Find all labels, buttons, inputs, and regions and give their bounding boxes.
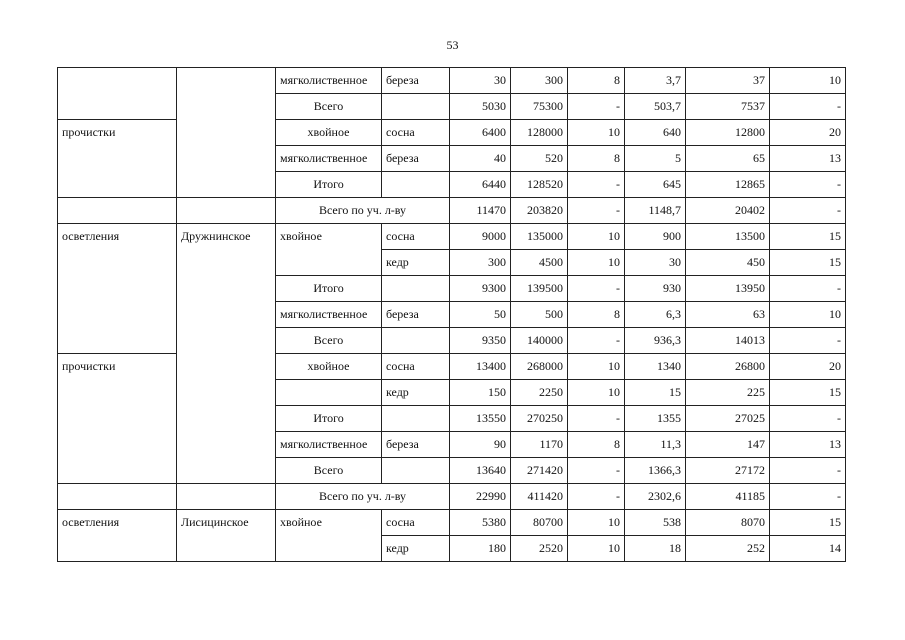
group-cell: Всего (276, 328, 382, 354)
value-cell-annual-area: 900 (625, 224, 686, 250)
group-cell: хвойное (276, 354, 382, 380)
value-cell-last: - (770, 198, 846, 224)
value-cell-volume: 75300 (511, 94, 568, 120)
table-row (58, 510, 846, 536)
value-cell-last: 15 (770, 224, 846, 250)
value-cell-annual-area: 5 (625, 146, 686, 172)
purpose-cell: прочистки (58, 354, 177, 484)
value-cell-volume: 80700 (511, 510, 568, 536)
value-cell-annual-volume: 8070 (686, 510, 770, 536)
value-cell-volume: 128520 (511, 172, 568, 198)
table-row (58, 484, 846, 510)
value-cell-last: 13 (770, 146, 846, 172)
group-cell: хвойное (276, 224, 382, 276)
value-cell-last: - (770, 406, 846, 432)
value-cell-last: 15 (770, 510, 846, 536)
value-cell-volume: 500 (511, 302, 568, 328)
purpose-cell: осветления (58, 224, 177, 354)
value-cell-area: 5380 (450, 510, 511, 536)
value-cell-annual-volume: 37 (686, 68, 770, 94)
forestry-cell (177, 198, 276, 224)
value-cell-annual-volume: 13950 (686, 276, 770, 302)
value-cell-annual-area: 538 (625, 510, 686, 536)
group-cell: Итого (276, 276, 382, 302)
value-cell-years: - (568, 328, 625, 354)
species-cell: сосна (382, 224, 450, 250)
table-row (58, 68, 846, 94)
group-cell: хвойное (276, 510, 382, 562)
value-cell-area: 6400 (450, 120, 511, 146)
group-cell (276, 380, 382, 406)
value-cell-volume: 4500 (511, 250, 568, 276)
species-cell: береза (382, 146, 450, 172)
value-cell-last: - (770, 458, 846, 484)
table-body (58, 68, 846, 562)
value-cell-annual-volume: 41185 (686, 484, 770, 510)
value-cell-volume: 140000 (511, 328, 568, 354)
species-cell (382, 328, 450, 354)
purpose-cell (58, 198, 177, 224)
species-cell: береза (382, 68, 450, 94)
value-cell-annual-area: 1355 (625, 406, 686, 432)
value-cell-years: - (568, 406, 625, 432)
value-cell-annual-area: 15 (625, 380, 686, 406)
value-cell-annual-area: 1366,3 (625, 458, 686, 484)
species-cell: сосна (382, 354, 450, 380)
value-cell-volume: 411420 (511, 484, 568, 510)
species-cell (382, 276, 450, 302)
group-cell: мягколиственное (276, 146, 382, 172)
value-cell-years: - (568, 172, 625, 198)
value-cell-years: 10 (568, 380, 625, 406)
forestry-cell: Дружнинское (177, 224, 276, 484)
value-cell-area: 90 (450, 432, 511, 458)
purpose-cell (58, 484, 177, 510)
group-cell: хвойное (276, 120, 382, 146)
page-number: 53 (446, 38, 459, 52)
species-cell: береза (382, 432, 450, 458)
species-cell (382, 94, 450, 120)
value-cell-volume: 270250 (511, 406, 568, 432)
value-cell-volume: 139500 (511, 276, 568, 302)
purpose-cell: осветления (58, 510, 177, 562)
value-cell-area: 50 (450, 302, 511, 328)
value-cell-last: 13 (770, 432, 846, 458)
value-cell-area: 6440 (450, 172, 511, 198)
species-cell: кедр (382, 250, 450, 276)
value-cell-area: 22990 (450, 484, 511, 510)
forestry-cell (177, 68, 276, 198)
group-cell: Итого (276, 406, 382, 432)
table-row (58, 198, 846, 224)
group-cell: мягколиственное (276, 302, 382, 328)
value-cell-area: 300 (450, 250, 511, 276)
forestry-cell (177, 484, 276, 510)
value-cell-annual-area: 503,7 (625, 94, 686, 120)
value-cell-annual-volume: 14013 (686, 328, 770, 354)
value-cell-volume: 271420 (511, 458, 568, 484)
value-cell-volume: 128000 (511, 120, 568, 146)
value-cell-area: 40 (450, 146, 511, 172)
value-cell-years: 10 (568, 510, 625, 536)
table-row (58, 354, 846, 380)
value-cell-area: 9000 (450, 224, 511, 250)
group-cell: Всего (276, 458, 382, 484)
value-cell-last: - (770, 172, 846, 198)
value-cell-annual-volume: 26800 (686, 354, 770, 380)
value-cell-annual-area: 930 (625, 276, 686, 302)
value-cell-annual-volume: 13500 (686, 224, 770, 250)
value-cell-annual-area: 936,3 (625, 328, 686, 354)
value-cell-annual-area: 640 (625, 120, 686, 146)
value-cell-years: 8 (568, 302, 625, 328)
value-cell-last: 15 (770, 250, 846, 276)
forestry-cell: Лисицинское (177, 510, 276, 562)
value-cell-last: - (770, 276, 846, 302)
species-cell (382, 458, 450, 484)
value-cell-years: 8 (568, 432, 625, 458)
value-cell-volume: 135000 (511, 224, 568, 250)
value-cell-annual-volume: 12800 (686, 120, 770, 146)
value-cell-area: 9300 (450, 276, 511, 302)
value-cell-annual-volume: 63 (686, 302, 770, 328)
value-cell-volume: 520 (511, 146, 568, 172)
value-cell-last: 10 (770, 302, 846, 328)
value-cell-annual-volume: 27025 (686, 406, 770, 432)
value-cell-volume: 268000 (511, 354, 568, 380)
value-cell-annual-area: 18 (625, 536, 686, 562)
value-cell-annual-volume: 450 (686, 250, 770, 276)
species-cell (382, 406, 450, 432)
value-cell-annual-area: 6,3 (625, 302, 686, 328)
group-cell: мягколиственное (276, 68, 382, 94)
value-cell-area: 5030 (450, 94, 511, 120)
value-cell-volume: 300 (511, 68, 568, 94)
species-cell: береза (382, 302, 450, 328)
purpose-cell (58, 68, 177, 120)
value-cell-area: 150 (450, 380, 511, 406)
value-cell-annual-volume: 252 (686, 536, 770, 562)
table-row (58, 224, 846, 250)
value-cell-volume: 2520 (511, 536, 568, 562)
species-cell: сосна (382, 120, 450, 146)
species-cell: кедр (382, 536, 450, 562)
value-cell-last: 15 (770, 380, 846, 406)
value-cell-annual-area: 11,3 (625, 432, 686, 458)
value-cell-annual-area: 2302,6 (625, 484, 686, 510)
group-cell: Итого (276, 172, 382, 198)
species-cell: кедр (382, 380, 450, 406)
value-cell-area: 13550 (450, 406, 511, 432)
value-cell-annual-area: 645 (625, 172, 686, 198)
value-cell-annual-area: 1340 (625, 354, 686, 380)
value-cell-volume: 1170 (511, 432, 568, 458)
species-cell: сосна (382, 510, 450, 536)
value-cell-area: 13400 (450, 354, 511, 380)
value-cell-annual-volume: 225 (686, 380, 770, 406)
value-cell-annual-volume: 147 (686, 432, 770, 458)
value-cell-area: 30 (450, 68, 511, 94)
value-cell-years: 10 (568, 250, 625, 276)
value-cell-annual-volume: 27172 (686, 458, 770, 484)
logging-table (57, 67, 846, 562)
value-cell-annual-volume: 12865 (686, 172, 770, 198)
purpose-cell: прочистки (58, 120, 177, 198)
total-label-cell: Всего по уч. л-ву (276, 484, 450, 510)
value-cell-years: - (568, 484, 625, 510)
value-cell-years: 10 (568, 354, 625, 380)
value-cell-annual-volume: 65 (686, 146, 770, 172)
value-cell-years: 10 (568, 120, 625, 146)
value-cell-years: - (568, 94, 625, 120)
value-cell-last: 20 (770, 354, 846, 380)
value-cell-years: - (568, 458, 625, 484)
value-cell-last: 10 (770, 68, 846, 94)
value-cell-last: - (770, 484, 846, 510)
total-label-cell: Всего по уч. л-ву (276, 198, 450, 224)
value-cell-area: 180 (450, 536, 511, 562)
value-cell-area: 11470 (450, 198, 511, 224)
value-cell-last: - (770, 94, 846, 120)
value-cell-years: - (568, 276, 625, 302)
value-cell-annual-volume: 7537 (686, 94, 770, 120)
value-cell-annual-area: 1148,7 (625, 198, 686, 224)
value-cell-annual-area: 30 (625, 250, 686, 276)
value-cell-area: 13640 (450, 458, 511, 484)
value-cell-last: - (770, 328, 846, 354)
value-cell-years: 10 (568, 536, 625, 562)
species-cell (382, 172, 450, 198)
value-cell-years: 10 (568, 224, 625, 250)
table-row (58, 120, 846, 146)
value-cell-years: - (568, 198, 625, 224)
group-cell: Всего (276, 94, 382, 120)
value-cell-area: 9350 (450, 328, 511, 354)
group-cell: мягколиственное (276, 432, 382, 458)
value-cell-volume: 2250 (511, 380, 568, 406)
value-cell-last: 20 (770, 120, 846, 146)
value-cell-years: 8 (568, 146, 625, 172)
value-cell-years: 8 (568, 68, 625, 94)
value-cell-annual-volume: 20402 (686, 198, 770, 224)
value-cell-annual-area: 3,7 (625, 68, 686, 94)
value-cell-last: 14 (770, 536, 846, 562)
value-cell-volume: 203820 (511, 198, 568, 224)
